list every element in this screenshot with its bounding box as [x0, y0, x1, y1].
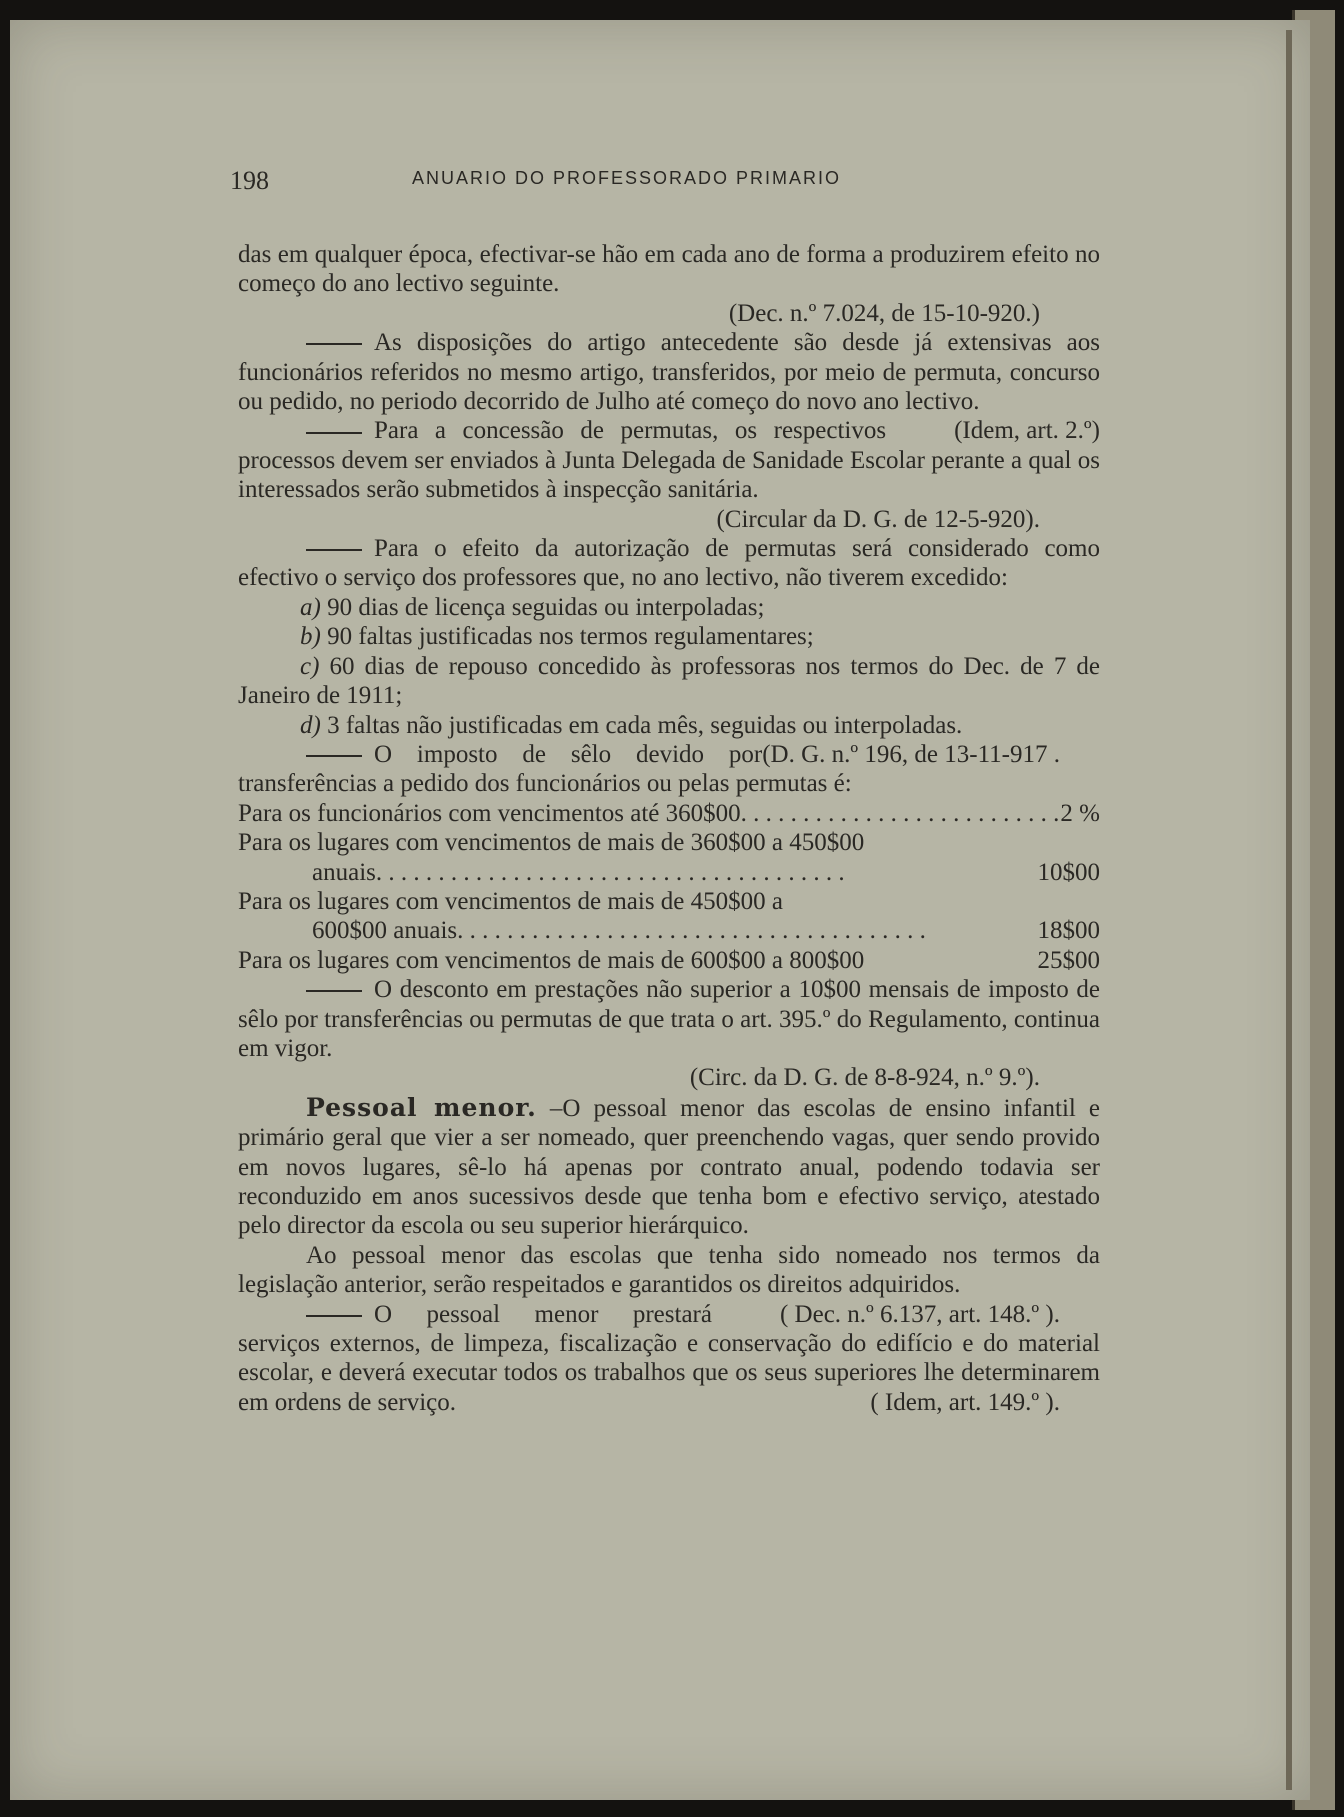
fee-label: Para os funcionários com vencimentos até 360$00 — [238, 799, 741, 827]
fee-row — [238, 946, 1100, 975]
book-spine-shadow — [1286, 30, 1292, 1790]
list-item — [238, 622, 1100, 651]
leader-dots — [741, 799, 1061, 828]
citation-3: (Circular da D. G. de 12-5-920). — [716, 505, 1040, 533]
fee-row-continuation — [238, 916, 1100, 945]
fee-row — [238, 799, 1100, 828]
dash-rule — [306, 549, 362, 551]
list-item — [238, 593, 1100, 622]
fee-amount: 10$00 — [1037, 858, 1100, 886]
paragraph-2 — [238, 328, 1100, 445]
paragraph-7-text: –O pessoal menor das escolas de ensino infantil e primário geral que vier a ser nomeado, quer preenchendo vagas, quer sendo provido em novos lugares, sê-lo há apenas por contrato anual, podendo todavia ser reconduzido em anos sucessivos desde que tenha bom e efectivo serviço, atestado pelo director da escola ou seu superior hierárquico. — [238, 1094, 1101, 1240]
list-item-text: 90 dias de licença seguidas ou interpoladas; — [327, 593, 765, 621]
citation-8: ( Dec. n.º 6.137, art. 148.º ). — [779, 1300, 1060, 1328]
paragraph-8-text: Ao pessoal menor das escolas que tenha sido nomeado nos termos da legislação anterior, serão respeitados e garantidos os direitos adquiridos. — [238, 1241, 1100, 1299]
fee-label-sub: anuais — [312, 858, 376, 886]
paragraph-9-text: O pessoal menor prestará serviços externos, de limpeza, fiscalização e conservação do edifício e do material escolar, e deverá executar todos os trabalhos que os seus superiores lhe determinarem em ordens de serviço. — [238, 1300, 1100, 1416]
leader-dots — [457, 916, 1037, 945]
section-heading: Pessoal menor. — [306, 1092, 537, 1122]
paragraph-4-text: Para o efeito da autorização de permutas será considerado como efectivo o serviço dos professores que, no ano lectivo, não tiverem excedido: — [238, 535, 1100, 592]
paragraph-3-text: Para a concessão de permutas, os respectivos processos devem ser enviados à Junta Delegada de Sanidade Escolar perante a qual os interessados serão submetidos à inspecção sanitária. — [238, 417, 1100, 504]
list-marker: c) — [300, 652, 320, 680]
paragraph-6-text: O desconto em prestações não superior a 10$00 mensais de imposto de sêlo por transferências ou permutas de que trata o art. 395.º do Regulamento, continua em vigor. — [238, 976, 1100, 1062]
fee-amount: 25$00 — [1037, 946, 1100, 974]
list-item-text: 90 faltas justificadas nos termos regulamentares; — [327, 623, 814, 651]
paragraph-2-text: As disposições do artigo antecedente são desde já extensivas aos funcionários referidos no mesmo artigo, transferidos, por meio de permuta, concurso ou pedido, no periodo decorrido de Julho até começo do novo ano lectivo. — [238, 329, 1100, 416]
citation-9: ( Idem, art. 149.º ). — [870, 1388, 1060, 1416]
page-body — [238, 240, 1100, 1417]
dash-rule — [306, 755, 362, 757]
page-number: 198 — [230, 166, 269, 195]
paragraph-6 — [238, 975, 1100, 1063]
paragraph-7 — [238, 1093, 1100, 1241]
paragraph-8 — [238, 1241, 1100, 1328]
list-item — [238, 652, 1100, 711]
list-item-text: 3 faltas não justificadas em cada mês, seguidas ou interpoladas. — [327, 711, 963, 739]
fee-label-sub: 600$00 anuais — [312, 917, 458, 945]
leader-dots — [376, 858, 1038, 887]
dash-rule — [306, 343, 362, 345]
dash-rule — [306, 432, 362, 434]
paragraph-1: das em qualquer época, efectivar-se hão em cada ano de forma a produzirem efeito no começo do ano lectivo seguinte. — [238, 241, 1100, 298]
fee-row-continuation — [238, 858, 1100, 887]
citation-6: (Circ. da D. G. de 8-8-924, n.º 9.º). — [689, 1064, 1040, 1092]
running-title: ANUARIO DO PROFESSORADO PRIMARIO — [412, 168, 842, 188]
list-marker: d) — [300, 711, 321, 739]
list-item — [238, 711, 1100, 768]
list-marker: a) — [300, 593, 321, 621]
dash-rule — [306, 1315, 362, 1317]
fee-row — [238, 887, 1100, 916]
paragraph-5-text: O imposto de sêlo devido por transferências a pedido dos funcionários ou pelas permutas é: — [238, 740, 852, 798]
fee-row — [238, 828, 1100, 857]
fee-label: Para os lugares com vencimentos de mais de 600$00 a 800$00 — [238, 946, 865, 974]
citation-2: (Idem, art. 2.º) — [954, 417, 1100, 445]
fee-amount: 2 % — [1060, 799, 1100, 827]
citation-1: (Dec. n.º 7.024, de 15-10-920.) — [728, 299, 1040, 327]
fee-label: Para os lugares com vencimentos de mais de 450$00 a — [238, 887, 783, 915]
paragraph-4 — [238, 534, 1100, 593]
dash-rule — [306, 990, 362, 992]
fee-amount: 18$00 — [1037, 917, 1100, 945]
list-item-text: 60 dias de repouso concedido às professoras nos termos do Dec. de 7 de Janeiro de 1911; — [238, 652, 1100, 710]
fee-label: Para os lugares com vencimentos de mais de 360$00 a 450$00 — [238, 829, 865, 857]
citation-4: (D. G. n.º 196, de 13-11-917 . — [762, 740, 1060, 768]
list-marker: b) — [300, 623, 321, 651]
